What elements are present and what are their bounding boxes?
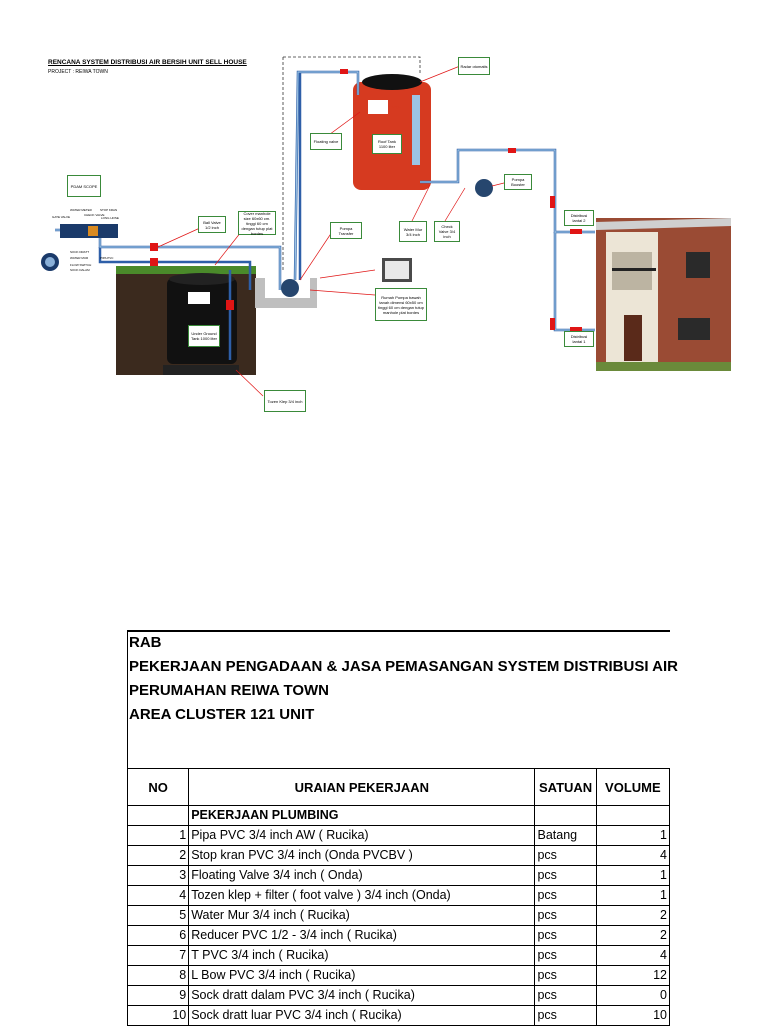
row-volume: 4	[596, 946, 669, 966]
row-volume: 2	[596, 906, 669, 926]
row-no: 3	[128, 866, 189, 886]
row-desc: Sock dratt luar PVC 3/4 inch ( Rucika)	[189, 1006, 535, 1026]
section-row	[128, 806, 670, 826]
row-desc: Sock dratt dalam PVC 3/4 inch ( Rucika)	[189, 986, 535, 1006]
row-unit: pcs	[535, 906, 596, 926]
row-volume: 1	[596, 866, 669, 886]
row-volume: 2	[596, 926, 669, 946]
note-under-ground-tank: Under Ground Tank 1000 liter	[188, 325, 220, 347]
row-unit: pcs	[535, 966, 596, 986]
row-unit: pcs	[535, 886, 596, 906]
note-floating-valve: Floating valve	[310, 133, 342, 150]
row-unit: pcs	[535, 926, 596, 946]
row-desc: L Bow PVC 3/4 inch ( Rucika)	[189, 966, 535, 986]
meter-label: GATE VALVE	[52, 215, 71, 219]
table-row	[128, 946, 670, 966]
manhole-cover-photo	[382, 258, 412, 282]
row-unit: pcs	[535, 846, 596, 866]
note-distribusi-lantai-1: Distribusi lantai 1	[564, 331, 594, 347]
row-no: 9	[128, 986, 189, 1006]
note-radar-otomatis: Radar otomatis	[458, 57, 490, 75]
meter-label: LONG HOSE	[101, 216, 119, 220]
row-unit: pcs	[535, 1006, 596, 1026]
row-no: 7	[128, 946, 189, 966]
table-row	[128, 866, 670, 886]
note-rumah-pompa: Rumah Pompa bawah tanah dimensi 60x50 cm tinggi 60 cm dengan tutup manhole plat bordes	[375, 288, 427, 321]
row-no: 6	[128, 926, 189, 946]
meter-label: STOP KRAN	[100, 208, 118, 212]
note-roof-tank: Roof Tank 1100 liter	[372, 134, 402, 154]
rab-subtitle: PERUMAHAN REIWA TOWN	[129, 682, 329, 699]
row-volume: 1	[596, 886, 669, 906]
note-pdam-scope: PDAM SCOPE	[67, 175, 101, 197]
meter-label: PIPA PVC	[100, 256, 114, 260]
table-header-row	[128, 769, 670, 806]
underground-tank	[167, 278, 237, 364]
distribution-diagram	[0, 0, 768, 420]
table-row	[128, 826, 670, 846]
table-row	[128, 966, 670, 986]
row-desc: T PVC 3/4 inch ( Rucika)	[189, 946, 535, 966]
table-row	[128, 886, 670, 906]
note-pompa-transfer: Pompa Transfer	[330, 222, 362, 239]
note-water-mur: Water Mur 3/4 inch	[399, 221, 427, 242]
col-header-unit: SATUAN	[535, 769, 596, 806]
row-no: 1	[128, 826, 189, 846]
row-volume: 1	[596, 826, 669, 846]
rab-heading: RAB	[129, 634, 162, 651]
row-unit: pcs	[535, 866, 596, 886]
table-row	[128, 906, 670, 926]
transfer-pump	[281, 279, 299, 297]
row-no: 10	[128, 1006, 189, 1026]
section-title: PEKERJAAN PLUMBING	[189, 806, 535, 826]
level-gauge	[412, 95, 420, 165]
row-unit: pcs	[535, 946, 596, 966]
row-volume: 12	[596, 966, 669, 986]
meter-label: FLOW SWITCH	[70, 263, 92, 267]
note-check-valve: Check Valve 3/4 inch	[434, 221, 460, 242]
meter-label: SOCK DALAM	[70, 268, 90, 272]
meter-label: CHECK VALVE	[84, 213, 105, 217]
note-cover-manhole: Cover manhole size 60x60 cm. tinggi 60 cm dengan tutup plat bordes	[238, 211, 276, 235]
row-volume: 0	[596, 986, 669, 1006]
note-ball-valve: Ball Valve 1/2 inch	[198, 216, 226, 233]
row-volume: 10	[596, 1006, 669, 1026]
row-no: 8	[128, 966, 189, 986]
diagram-title: RENCANA SYSTEM DISTRIBUSI AIR BERSIH UNIT SELL HOUSE	[48, 59, 247, 66]
row-unit: pcs	[535, 986, 596, 1006]
roof-tank-sticker	[368, 100, 388, 114]
meter-label: WATER METER	[70, 208, 92, 212]
col-header-volume: VOLUME	[596, 769, 669, 806]
table-row	[128, 846, 670, 866]
meter-label: SOCK DRATT	[70, 250, 90, 254]
grass-strip	[116, 266, 256, 274]
note-pompa-booster: Pompa Booster	[504, 174, 532, 190]
col-header-no: NO	[128, 769, 189, 806]
row-desc: Tozen klep + filter ( foot valve ) 3/4 inch (Onda)	[189, 886, 535, 906]
row-no: 5	[128, 906, 189, 926]
note-distribusi-lantai-2: Distribusi lantai 2	[564, 210, 594, 226]
table-row	[128, 986, 670, 1006]
row-desc: Reducer PVC 1/2 - 3/4 inch ( Rucika)	[189, 926, 535, 946]
tank-base	[163, 365, 239, 375]
row-unit: Batang	[535, 826, 596, 846]
tank-brand-label: Penguin	[389, 104, 404, 109]
house-photo	[596, 218, 731, 371]
meter-label: WATER MUR	[70, 256, 89, 260]
row-desc: Stop kran PVC 3/4 inch (Onda PVCBV )	[189, 846, 535, 866]
rab-area: AREA CLUSTER 121 UNIT	[129, 706, 315, 723]
row-desc: Floating Valve 3/4 inch ( Onda)	[189, 866, 535, 886]
col-header-desc: URAIAN PEKERJAAN	[189, 769, 535, 806]
row-no: 2	[128, 846, 189, 866]
booster-pump	[475, 179, 493, 197]
diagram-project: PROJECT : REIWA TOWN	[48, 69, 108, 75]
row-no: 4	[128, 886, 189, 906]
rab-title: PEKERJAAN PENGADAAN & JASA PEMASANGAN SYSTEM DISTRIBUSI AIR	[129, 658, 678, 675]
row-volume: 4	[596, 846, 669, 866]
row-desc: Water Mur 3/4 inch ( Rucika)	[189, 906, 535, 926]
note-tozen-klep: Tozen Klep 3/4 inch	[264, 390, 306, 412]
row-desc: Pipa PVC 3/4 inch AW ( Rucika)	[189, 826, 535, 846]
table-row	[128, 1006, 670, 1026]
rab-table	[127, 768, 670, 1026]
table-row	[128, 926, 670, 946]
tank-sticker	[188, 292, 210, 304]
